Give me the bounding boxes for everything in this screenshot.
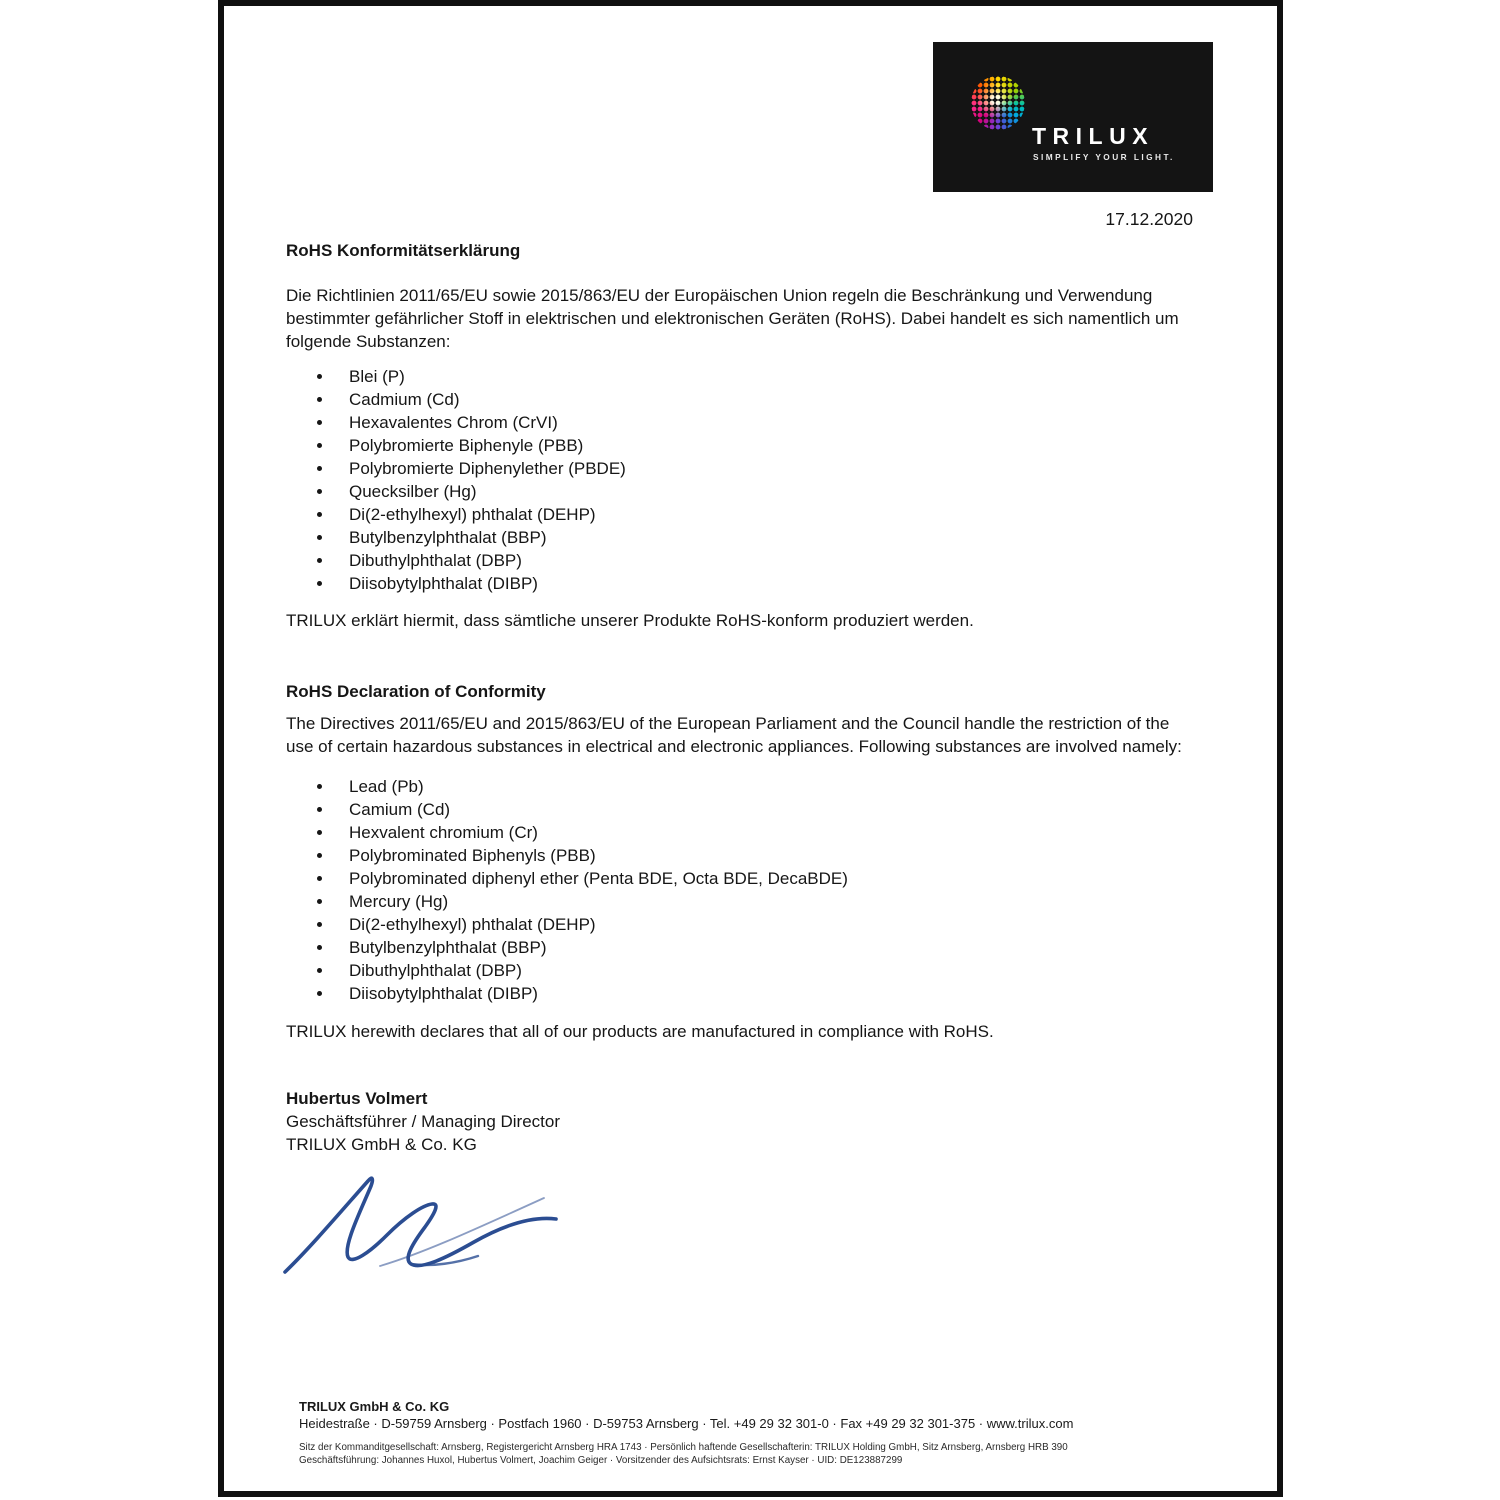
list-item: Polybromierte Biphenyle (PBB) <box>286 434 1194 457</box>
signatory-company: TRILUX GmbH & Co. KG <box>286 1135 477 1154</box>
german-intro-paragraph: Die Richtlinien 2011/65/EU sowie 2015/863/EU der Europäischen Union regeln die Beschränkung und Verwendung bestimmter gefährlicher Stoff in elektrischen und elektronischen Geräten (RoHS). Dabei handelt es sich namentlich um folgende Substanzen: <box>286 286 1179 351</box>
list-item: Hexvalent chromium (Cr) <box>286 821 1194 844</box>
handwritten-signature <box>282 1166 572 1278</box>
list-item: Lead (Pb) <box>286 775 1194 798</box>
list-item: Di(2-ethylhexyl) phthalat (DEHP) <box>286 503 1194 526</box>
list-item: Mercury (Hg) <box>286 890 1194 913</box>
logo-tagline: SIMPLIFY YOUR LIGHT. <box>1033 152 1175 162</box>
footer-company: TRILUX GmbH & Co. KG <box>299 1399 450 1414</box>
document-page <box>218 0 1283 1497</box>
list-item: Butylbenzylphthalat (BBP) <box>286 936 1194 959</box>
german-substances-list <box>286 365 1194 595</box>
list-item: Quecksilber (Hg) <box>286 480 1194 503</box>
document-body <box>286 239 1194 1278</box>
english-substances-list <box>286 775 1194 1005</box>
footer-legal-line1: Sitz der Kommanditgesellschaft: Arnsberg, Registergericht Arnsberg HRA 1743 · Persönlich haftende Gesellschafterin: TRILUX Holding GmbH, Sitz Arnsberg, Arnsberg HRB 390 <box>299 1442 1068 1453</box>
footer-legal-line2: Geschäftsführung: Johannes Huxol, Hubertus Volmert, Joachim Geiger · Vorsitzender des Aufsichtsrats: Ernst Kayser · UID: DE123887299 <box>299 1455 903 1466</box>
list-item: Dibuthylphthalat (DBP) <box>286 959 1194 982</box>
footer-legal <box>299 1441 1259 1467</box>
footer-address: Heidestraße · D-59759 Arnsberg · Postfach 1960 · D-59753 Arnsberg · Tel. +49 29 32 301-0 · Fax +49 29 32 301-375 · www.trilux.com <box>299 1416 1074 1431</box>
document-date: 17.12.2020 <box>1105 209 1193 229</box>
trilux-logo <box>933 42 1213 192</box>
list-item: Hexavalentes Chrom (CrVI) <box>286 411 1194 434</box>
list-item: Diisobytylphthalat (DIBP) <box>286 572 1194 595</box>
signatory-block <box>286 1087 1194 1156</box>
list-item: Blei (P) <box>286 365 1194 388</box>
german-heading: RoHS Konformitätserklärung <box>286 241 521 260</box>
logo-wordmark: TRILUX <box>1032 123 1155 149</box>
list-item: Butylbenzylphthalat (BBP) <box>286 526 1194 549</box>
list-item: Di(2-ethylhexyl) phthalat (DEHP) <box>286 913 1194 936</box>
list-item: Polybrominated Biphenyls (PBB) <box>286 844 1194 867</box>
list-item: Dibuthylphthalat (DBP) <box>286 549 1194 572</box>
english-heading: RoHS Declaration of Conformity <box>286 682 546 701</box>
signatory-name: Hubertus Volmert <box>286 1089 428 1108</box>
list-item: Cadmium (Cd) <box>286 388 1194 411</box>
footer <box>299 1398 1259 1467</box>
signatory-title: Geschäftsführer / Managing Director <box>286 1112 561 1131</box>
list-item: Polybrominated diphenyl ether (Penta BDE, Octa BDE, DecaBDE) <box>286 867 1194 890</box>
list-item: Camium (Cd) <box>286 798 1194 821</box>
english-intro-paragraph: The Directives 2011/65/EU and 2015/863/EU of the European Parliament and the Council handle the restriction of the use of certain hazardous substances in electrical and electronic appliances. Following substances are involved namely: <box>286 714 1182 756</box>
trilux-sphere-icon <box>971 76 1025 130</box>
german-closing-statement: TRILUX erklärt hiermit, dass sämtliche unserer Produkte RoHS-konform produziert werden. <box>286 611 974 630</box>
english-closing-statement: TRILUX herewith declares that all of our products are manufactured in compliance with RoHS. <box>286 1022 994 1041</box>
list-item: Polybromierte Diphenylether (PBDE) <box>286 457 1194 480</box>
list-item: Diisobytylphthalat (DIBP) <box>286 982 1194 1005</box>
